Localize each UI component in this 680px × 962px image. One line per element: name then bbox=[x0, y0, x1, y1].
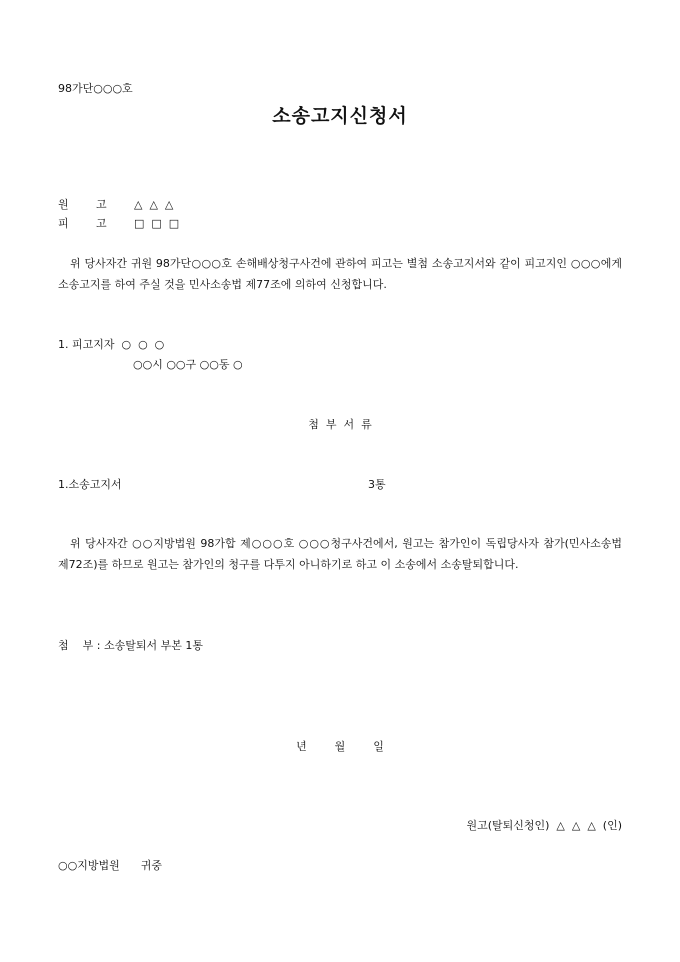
signature-line: 원고(탈퇴신청인) △ △ △ (인) bbox=[466, 819, 622, 832]
plaintiff-name: △ △ △ bbox=[134, 198, 174, 211]
defendant-label-2: 고 bbox=[96, 217, 107, 230]
date-line: 년 월 일 bbox=[296, 740, 384, 753]
addressee-honorific: 귀중 bbox=[140, 859, 162, 872]
plaintiff-label-1: 원 bbox=[58, 198, 69, 211]
attachment-quantity: 3통 bbox=[368, 478, 386, 491]
defendant-row bbox=[58, 215, 179, 231]
defendant-name: □ □ □ bbox=[134, 217, 180, 230]
addressee-line bbox=[58, 857, 162, 873]
notified-party-name: ○ ○ ○ bbox=[121, 338, 165, 351]
plaintiff-label-2: 고 bbox=[96, 198, 107, 211]
enclosure-label: 첨 부 bbox=[58, 639, 94, 652]
addressee-court: ○○지방법원 bbox=[58, 859, 120, 872]
attachment-item: 1.소송고지서 bbox=[58, 478, 122, 491]
notified-party-address: ○○시 ○○구 ○○동 ○ bbox=[133, 358, 243, 371]
enclosure-text: : 소송탈퇴서 부본 1통 bbox=[96, 639, 203, 652]
notified-party-label: 1. 피고지자 bbox=[58, 338, 115, 351]
withdrawal-paragraph: 위 당사자간 ○○지방법원 98가합 제○○○호 ○○○청구사건에서, 원고는 참가인이 독립당사자 참가(민사소송법 제72조)를 하므로 원고는 참가인의 청구를 다투지 아니하기로 하고 이 소송에서 소송탈퇴합니다. bbox=[58, 537, 622, 571]
attachments-heading: 첨 부 서 류 bbox=[308, 418, 372, 431]
notified-party-line bbox=[58, 336, 164, 352]
document-title: 소송고지신청서 bbox=[272, 105, 408, 127]
enclosure-line bbox=[58, 637, 203, 653]
plaintiff-row bbox=[58, 196, 173, 212]
case-number: 98가단○○○호 bbox=[58, 82, 133, 95]
defendant-label-1: 피 bbox=[58, 217, 69, 230]
request-paragraph: 위 당사자간 귀원 98가단○○○호 손해배상청구사건에 관하여 피고는 별첨 소송고지서와 같이 피고지인 ○○○에게 소송고지를 하여 주실 것을 민사소송법 제77조에 의하여 신청합니다. bbox=[58, 257, 622, 291]
